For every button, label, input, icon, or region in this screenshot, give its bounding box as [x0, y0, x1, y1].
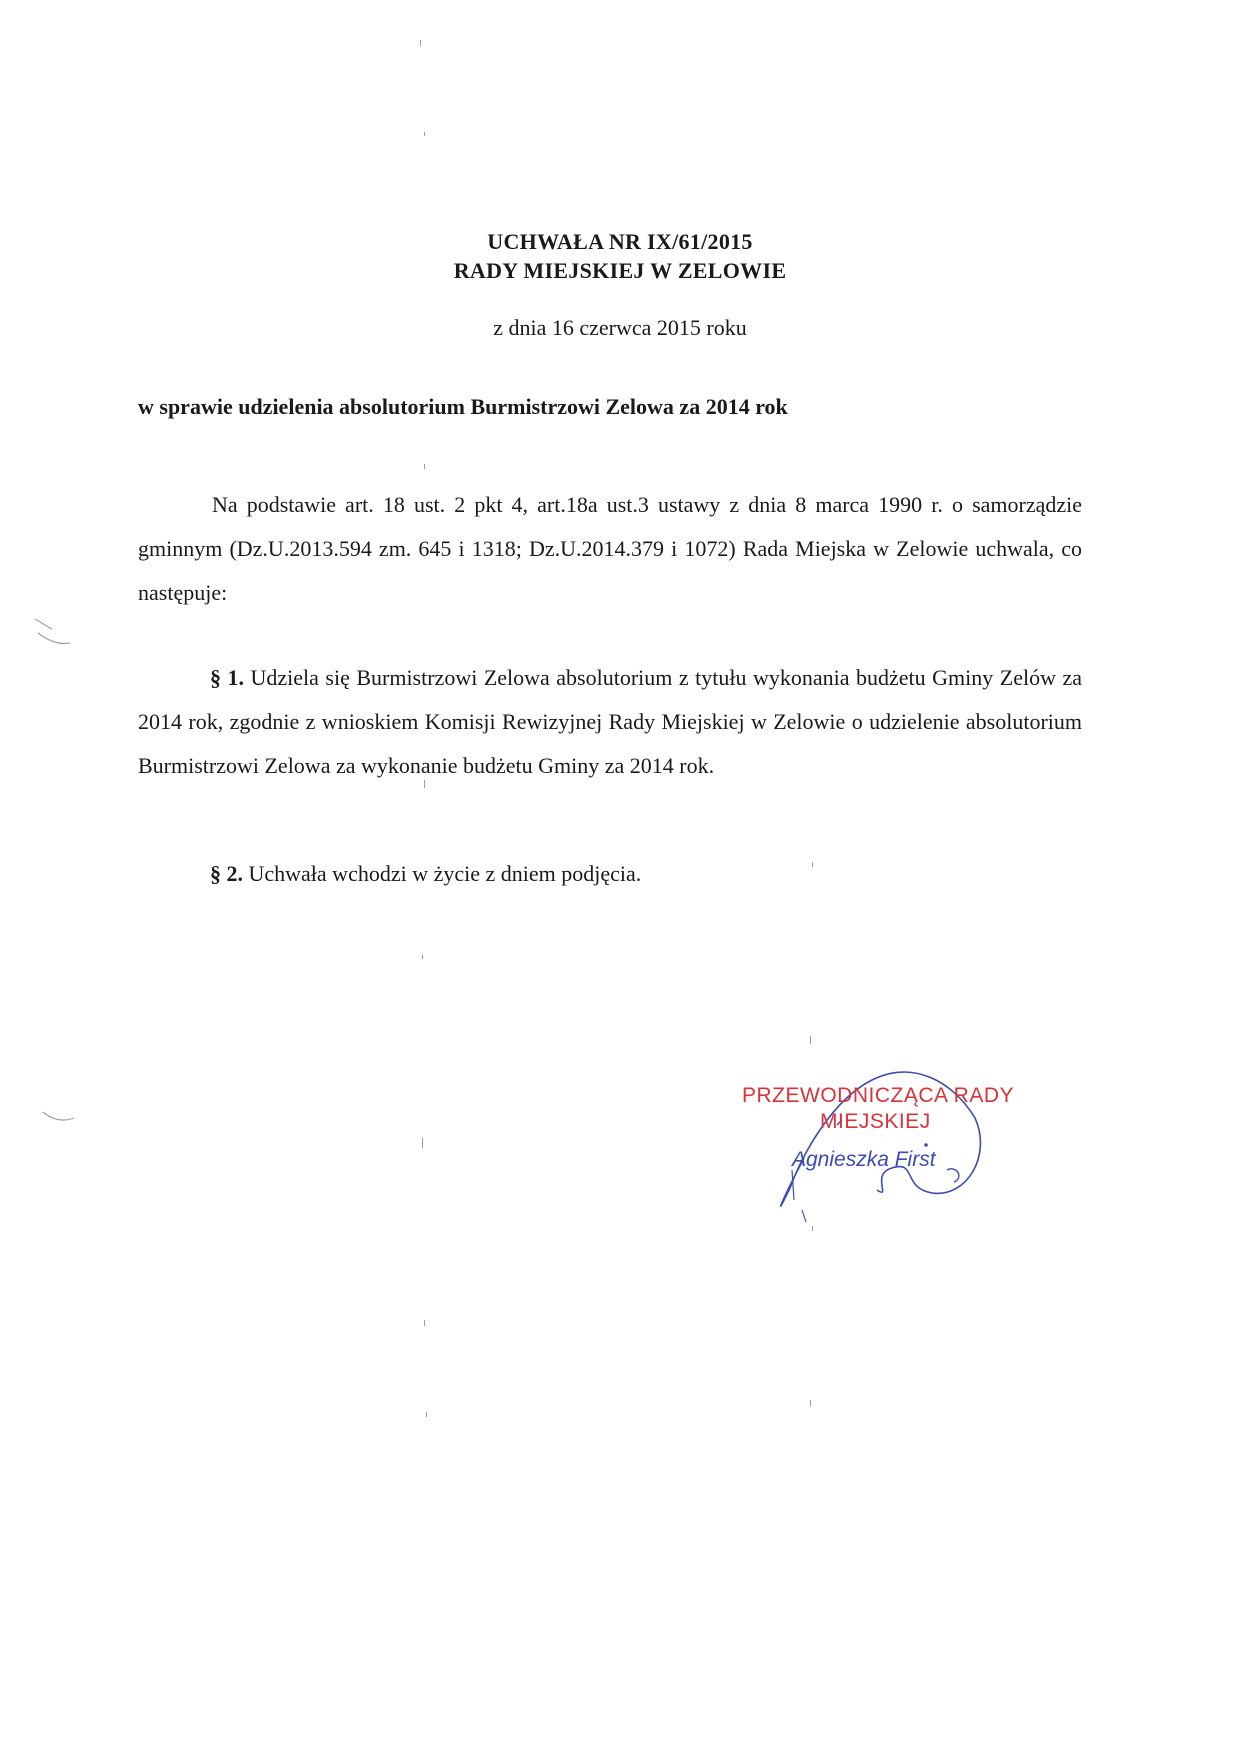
- resolution-subject: w sprawie udzielenia absolutorium Burmistrzowi Zelowa za 2014 rok: [138, 394, 788, 419]
- section-1-paragraph: [138, 656, 1082, 788]
- scan-margin-mark: [40, 1108, 80, 1128]
- stamp-signatory-name: Agnieszka First: [792, 1148, 936, 1171]
- section-2-text: Uchwała wchodzi w życie z dniem podjęcia.: [243, 861, 642, 886]
- stamp-title: PRZEWODNICZĄCA RADY: [742, 1084, 1015, 1107]
- scan-speck: [810, 1400, 811, 1406]
- scan-speck: [810, 1036, 811, 1044]
- section-2-mark: § 2.: [210, 861, 243, 886]
- handwritten-signature: [742, 1050, 1022, 1230]
- section-2-paragraph: [138, 852, 1082, 896]
- scan-speck: [424, 1320, 425, 1326]
- scan-speck: [812, 862, 813, 867]
- scan-speck: [422, 955, 423, 959]
- official-stamp: [742, 1050, 1022, 1230]
- scan-speck: [420, 40, 421, 46]
- scan-speck: [424, 780, 425, 788]
- stamp-subtitle: MIEJSKIEJ: [820, 1110, 931, 1133]
- council-name: RADY MIEJSKIEJ W ZELOWIE: [453, 258, 787, 283]
- scan-speck: [426, 1412, 427, 1417]
- scan-speck: [424, 132, 425, 136]
- section-1-text: Udziela się Burmistrzowi Zelowa absolutorium z tytułu wykonania budżetu Gminy Zelów za 2014 rok, zgodnie z wnioskiem Komisji Rewizyjnej Rady Miejskiej w Zelowie o udzielenie absolutorium Burmistrzowi Zelowa za wykonanie budżetu Gminy za 2014 rok.: [138, 665, 1082, 778]
- scan-speck: [422, 1138, 423, 1148]
- section-1-mark: § 1.: [210, 665, 244, 690]
- resolution-number: UCHWAŁA NR IX/61/2015: [487, 229, 753, 254]
- resolution-date: z dnia 16 czerwca 2015 roku: [493, 315, 747, 340]
- scan-speck: [424, 464, 425, 469]
- scan-margin-mark: [30, 615, 80, 655]
- scan-speck: [812, 1226, 813, 1231]
- legal-basis-paragraph: Na podstawie art. 18 ust. 2 pkt 4, art.18a ust.3 ustawy z dnia 8 marca 1990 r. o samorządzie gminnym (Dz.U.2013.594 zm. 645 i 1318; Dz.U.2014.379 i 1072) Rada Miejska w Zelowie uchwala, co następuje:: [138, 492, 1082, 605]
